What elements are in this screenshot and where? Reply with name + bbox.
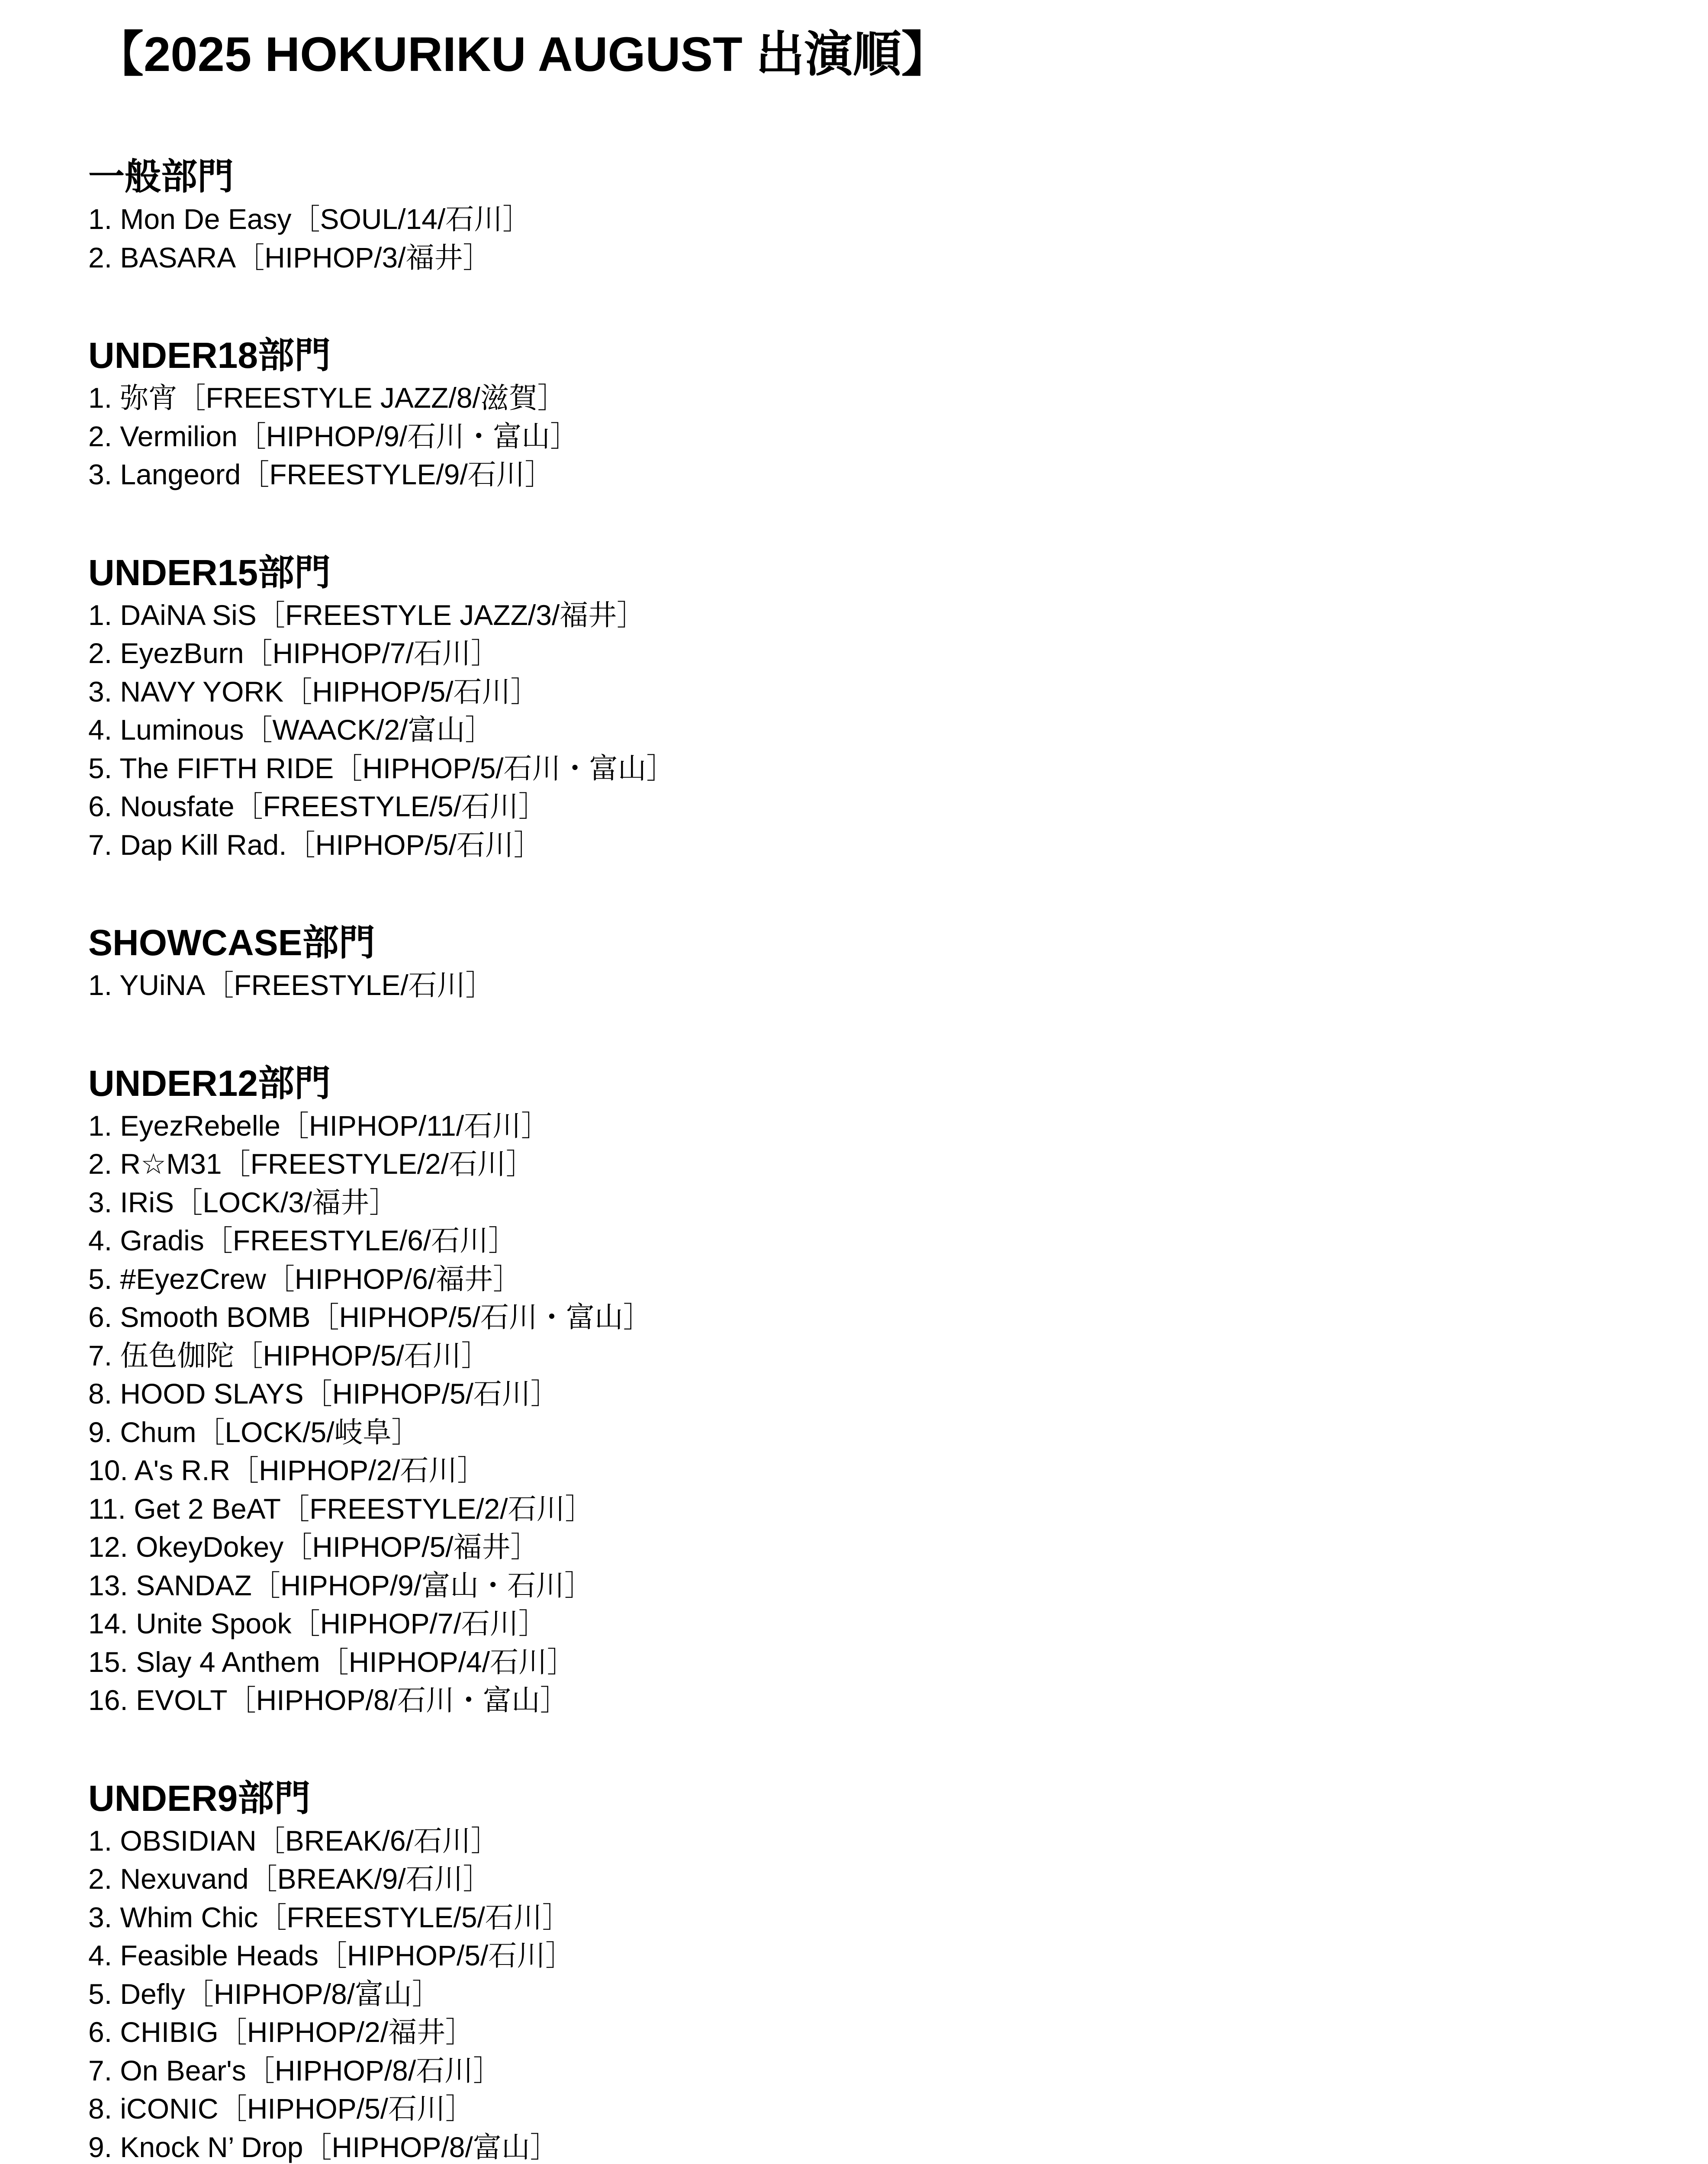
list-item: 11. Get 2 BeAT［FREESTYLE/2/石川］ xyxy=(88,1490,1603,1528)
list-item: 5. #EyezCrew［HIPHOP/6/福井］ xyxy=(88,1260,1603,1298)
list-item: 15. Slay 4 Anthem［HIPHOP/4/石川］ xyxy=(88,1643,1603,1681)
program-section xyxy=(88,334,1603,494)
program-section xyxy=(88,155,1603,277)
list-item: 13. SANDAZ［HIPHOP/9/富山・石川］ xyxy=(88,1566,1603,1605)
program-section xyxy=(88,921,1603,1005)
list-item: 2. Nexuvand［BREAK/9/石川］ xyxy=(88,1860,1603,1898)
list-item: 4. Luminous［WAACK/2/富山］ xyxy=(88,711,1603,749)
list-item: 1. DAiNA SiS［FREESTYLE JAZZ/3/福井］ xyxy=(88,596,1603,634)
section-heading: UNDER18部門 xyxy=(88,334,1603,379)
list-item: 3. NAVY YORK［HIPHOP/5/石川］ xyxy=(88,673,1603,711)
list-item: 14. Unite Spook［HIPHOP/7/石川］ xyxy=(88,1604,1603,1643)
list-item: 2. BASARA［HIPHOP/3/福井］ xyxy=(88,238,1603,277)
entry-list xyxy=(88,1107,1603,1720)
list-item: 2. EyezBurn［HIPHOP/7/石川］ xyxy=(88,634,1603,673)
section-heading: UNDER9部門 xyxy=(88,1777,1603,1822)
entry-list xyxy=(88,966,1603,1005)
entry-list xyxy=(88,596,1603,864)
list-item: 4. Gradis［FREESTYLE/6/石川］ xyxy=(88,1221,1603,1260)
list-item: 7. Dap Kill Rad.［HIPHOP/5/石川］ xyxy=(88,826,1603,864)
list-item: 6. CHIBIG［HIPHOP/2/福井］ xyxy=(88,2013,1603,2051)
list-item: 1. Mon De Easy［SOUL/14/石川］ xyxy=(88,200,1603,238)
list-item: 7. On Bear's［HIPHOP/8/石川］ xyxy=(88,2051,1603,2090)
list-item: 1. EyezRebelle［HIPHOP/11/石川］ xyxy=(88,1107,1603,1145)
list-item: 12. OkeyDokey［HIPHOP/5/福井］ xyxy=(88,1528,1603,1566)
section-heading: UNDER12部門 xyxy=(88,1062,1603,1107)
entry-list xyxy=(88,379,1603,494)
list-item: 5. The FIFTH RIDE［HIPHOP/5/石川・富山］ xyxy=(88,749,1603,788)
program-section xyxy=(88,551,1603,864)
list-item: 8. iCONIC［HIPHOP/5/石川］ xyxy=(88,2090,1603,2128)
section-heading: 一般部門 xyxy=(88,155,1603,200)
list-item: 5. Defly［HIPHOP/8/富山］ xyxy=(88,1975,1603,2013)
list-item: 6. Smooth BOMB［HIPHOP/5/石川・富山］ xyxy=(88,1298,1603,1336)
page-title: 【2025 HOKURIKU AUGUST 出演順】 xyxy=(95,24,950,85)
list-item: 4. Feasible Heads［HIPHOP/5/石川］ xyxy=(88,1936,1603,1975)
program-section xyxy=(88,1777,1603,2164)
list-item: 2. Vermilion［HIPHOP/9/石川・富山］ xyxy=(88,417,1603,456)
list-item: 3. Langeord［FREESTYLE/9/石川］ xyxy=(88,455,1603,494)
list-item: 7. 伍色伽陀［HIPHOP/5/石川］ xyxy=(88,1336,1603,1375)
entry-list xyxy=(88,1822,1603,2164)
list-item: 9. Chum［LOCK/5/岐阜］ xyxy=(88,1413,1603,1452)
list-item: 10. A's R.R［HIPHOP/2/石川］ xyxy=(88,1451,1603,1490)
list-item: 8. HOOD SLAYS［HIPHOP/5/石川］ xyxy=(88,1375,1603,1413)
list-item: 2. R☆M31［FREESTYLE/2/石川］ xyxy=(88,1145,1603,1183)
section-heading: UNDER15部門 xyxy=(88,551,1603,596)
list-item: 9. Knock N’ Drop［HIPHOP/8/富山］ xyxy=(88,2128,1603,2164)
section-container xyxy=(88,155,1603,2164)
program-section xyxy=(88,1062,1603,1720)
section-heading: SHOWCASE部門 xyxy=(88,921,1603,966)
entry-list xyxy=(88,200,1603,277)
list-item: 3. Whim Chic［FREESTYLE/5/石川］ xyxy=(88,1898,1603,1937)
list-item: 6. Nousfate［FREESTYLE/5/石川］ xyxy=(88,787,1603,826)
list-item: 1. YUiNA［FREESTYLE/石川］ xyxy=(88,966,1603,1005)
list-item: 3. IRiS［LOCK/3/福井］ xyxy=(88,1183,1603,1222)
list-item: 1. OBSIDIAN［BREAK/6/石川］ xyxy=(88,1822,1603,1860)
list-item: 16. EVOLT［HIPHOP/8/石川・富山］ xyxy=(88,1681,1603,1720)
list-item: 1. 弥宵［FREESTYLE JAZZ/8/滋賀］ xyxy=(88,379,1603,417)
